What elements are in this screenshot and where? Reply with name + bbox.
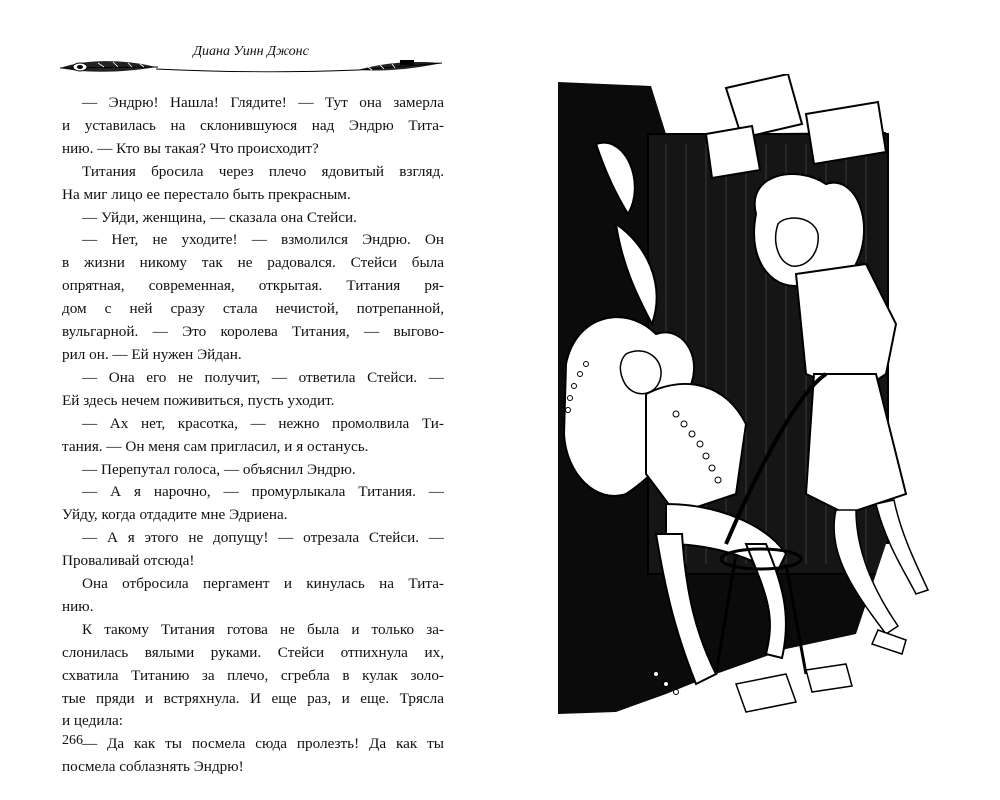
- text-line: — А я нарочно, — промурлыкала Титания. —: [82, 483, 444, 501]
- text-line: дом с ней сразу стала нечистой, потрепанной,: [62, 300, 444, 318]
- text-line: посмела соблазнять Эндрю!: [62, 758, 244, 776]
- paragraph: [62, 161, 444, 207]
- text-line: нию. — Кто вы такая? Что происходит?: [62, 139, 319, 157]
- book-illustration: [556, 74, 936, 716]
- text-line: Она отбросила пергамент и кинулась на Тита-: [82, 575, 444, 593]
- running-head: [58, 44, 444, 76]
- text-line: нию.: [62, 597, 94, 615]
- paragraph: [62, 527, 444, 573]
- text-line: слонилась вялыми руками. Стейси отпихнула их,: [62, 643, 444, 661]
- body-text: [62, 92, 444, 779]
- text-line: Ей здесь нечем поживиться, пусть уходит.: [62, 391, 335, 409]
- text-line: и цедила:: [62, 712, 123, 730]
- text-line: — Ах нет, красотка, — нежно промолвила Ти-: [82, 414, 444, 432]
- text-line: — Нет, не уходите! — взмолился Эндрю. Он: [82, 231, 444, 249]
- paragraph: [62, 573, 444, 619]
- paragraph: [62, 481, 444, 527]
- text-line: схватила Титанию за плечо, сгребла в кулак золо-: [62, 666, 444, 684]
- text-line: тания. — Он меня сам пригласил, и я останусь.: [62, 437, 369, 455]
- text-line: — Эндрю! Нашла! Глядите! — Тут она замерла: [82, 94, 444, 111]
- text-line: — Перепутал голоса, — объяснил Эндрю.: [82, 460, 356, 478]
- paragraph: [62, 92, 444, 161]
- paragraph: [62, 229, 444, 366]
- text-line: опрятная, современная, открытая. Титания ря-: [62, 277, 444, 295]
- feather-ornament: [58, 54, 444, 76]
- text-line: — Да как ты посмела сюда пролезть! Да как ты: [82, 735, 444, 753]
- running-title: Диана Уинн Джонс: [193, 44, 309, 59]
- text-line: Уйду, когда отдадите мне Эдриена.: [62, 506, 288, 524]
- text-line: вульгарной. — Это королева Титания, — выгово-: [62, 323, 444, 341]
- text-line: — Она его не получит, — ответила Стейси. —: [82, 368, 444, 386]
- paragraph: [62, 367, 444, 413]
- page-number: 266: [62, 733, 83, 748]
- paragraph: [62, 207, 444, 230]
- text-line: тые пряди и встряхнула. И еще раз, и еще. Трясла: [62, 689, 444, 707]
- paragraph: [62, 459, 444, 482]
- text-line: рил он. — Ей нужен Эйдан.: [62, 345, 242, 363]
- text-line: На миг лицо ее перестало быть прекрасным.: [62, 185, 351, 203]
- text-line: — А я этого не допущу! — отрезала Стейси. —: [82, 529, 444, 547]
- text-line: Титания бросила через плечо ядовитый взгляд.: [82, 162, 444, 180]
- text-line: и уставилась на склонившуюся над Эндрю Тита-: [62, 116, 444, 134]
- text-line: Проваливай отсюда!: [62, 552, 195, 570]
- text-line: К такому Титания готова не была и только за-: [82, 620, 444, 638]
- paragraph: [62, 413, 444, 459]
- paragraph: [62, 733, 444, 779]
- text-line: в жизни никому так не радовался. Стейси была: [62, 254, 444, 272]
- paragraph: [62, 619, 444, 734]
- text-line: — Уйди, женщина, — сказала она Стейси.: [82, 208, 357, 226]
